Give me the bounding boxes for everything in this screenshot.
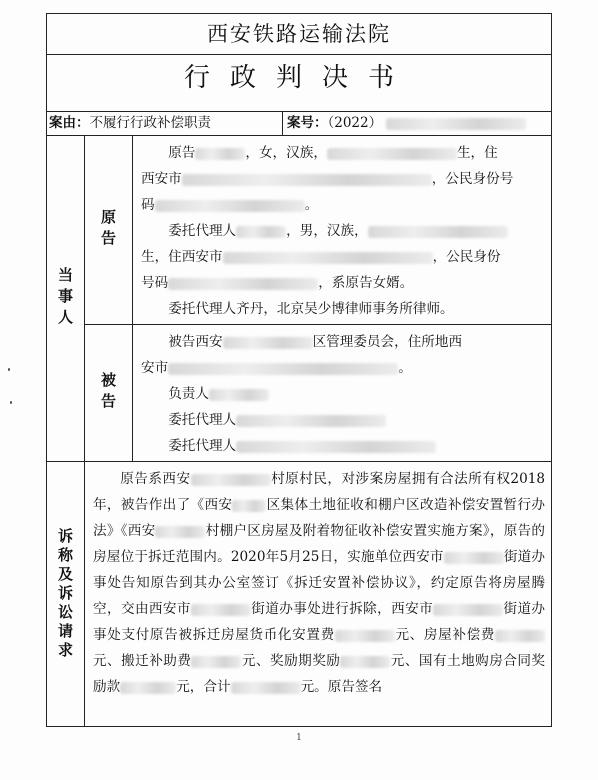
text: 码 [141, 197, 155, 213]
parties-label-cell [47, 136, 85, 462]
redacted [195, 148, 245, 160]
text: 被告西安 [168, 334, 223, 350]
redacted [168, 278, 318, 290]
redacted [223, 337, 313, 349]
text: 委托代理人 [168, 412, 237, 428]
plaintiff-label-cell [85, 136, 133, 325]
redacted [335, 630, 395, 642]
redacted [209, 389, 269, 401]
redacted [340, 656, 390, 668]
document-title: 行政判决书 [184, 63, 415, 93]
plaintiff-attorney: 委托代理人齐丹，北京吴少博律师事务所律师。 [168, 301, 454, 317]
scan-speck [10, 401, 12, 404]
text: 。 [398, 360, 412, 376]
claims-label: 诉称及诉讼请求 [56, 527, 74, 661]
claims-label-cell [47, 462, 85, 727]
court-name: 西安铁路运输法院 [207, 22, 391, 46]
case-number-label: 案号： [287, 115, 328, 131]
judgment-table [46, 13, 552, 727]
text: 西安市 [141, 171, 182, 187]
defendant-info [133, 325, 552, 462]
redacted [182, 174, 432, 186]
scan-speck [8, 368, 10, 371]
redacted [232, 500, 266, 512]
text: 元、奖励期奖励 [241, 653, 341, 669]
redacted [191, 604, 251, 616]
redacted [236, 441, 436, 453]
redacted [495, 630, 545, 642]
text: ，系原告女婿。 [318, 275, 414, 291]
text: ，男，汉族， [286, 223, 368, 239]
text: 区管理委员会，住所地西 [312, 334, 463, 350]
text: ，女，汉族， [245, 145, 327, 161]
text: 元。原告签名 [300, 679, 383, 695]
redacted [223, 252, 433, 264]
text: 村原村民，对涉案房屋拥有合法所有权2018年，被告作出了《西安 [93, 471, 546, 513]
page-number: 1 [296, 733, 302, 743]
text: ，公民身份号 [431, 171, 514, 187]
redacted [191, 656, 241, 668]
plaintiff-info [133, 136, 552, 325]
claims-text [85, 462, 552, 727]
text: 元、国有土地购房合同奖励款 [93, 653, 546, 695]
redacted [236, 415, 386, 427]
text: 委托代理人 [168, 223, 237, 239]
text: 原告系西安 [120, 471, 191, 487]
case-cause-value: 不履行行政补偿职责 [89, 115, 211, 131]
redacted [231, 682, 301, 694]
text: 号码 [141, 275, 169, 291]
redacted [191, 474, 271, 486]
text: 。 [304, 197, 319, 213]
case-cause-label: 案由： [49, 115, 90, 131]
text: 元、搬迁补助费 [93, 653, 192, 669]
text: 街道办事处支付原告被拆迁房屋货币化安置费 [93, 601, 546, 643]
text: 街道办事处告知原告到其办公室签订《拆迁安置补偿协议》，约定原告将房屋腾空，交由西安市 [93, 549, 546, 617]
redacted [120, 682, 176, 694]
redacted [327, 148, 457, 160]
text: 原告 [168, 145, 196, 161]
redacted [444, 552, 504, 564]
redacted [155, 526, 205, 538]
plaintiff-label: 原告 [99, 209, 117, 251]
case-number-value: （2022） [327, 115, 383, 131]
text: 委托代理人 [168, 438, 237, 454]
redacted [168, 363, 398, 375]
text: 区集体土地征收和棚户区改造补偿安置暂行办法》《西安 [93, 497, 546, 539]
defendant-label: 被告 [99, 372, 117, 414]
defendant-label-cell [85, 325, 133, 462]
text: 生，住 [456, 145, 498, 161]
text: 生，住西安市 [141, 249, 223, 265]
header-cell [47, 14, 552, 112]
redacted [433, 604, 503, 616]
text: 村棚户区房屋及附着物征收补偿安置实施方案》，原告的房屋位于拆迁范围内。2020年5月25日，实施单位西安市 [93, 523, 546, 565]
text: 负责人 [168, 386, 209, 402]
text: 元，合计 [176, 679, 231, 695]
redacted [155, 200, 305, 212]
redacted [236, 226, 286, 238]
text: ，公民身份 [432, 249, 501, 265]
text: 街道办事处进行拆除，西安市 [250, 601, 434, 617]
case-cause [47, 112, 283, 136]
text: 安市 [141, 360, 169, 376]
redacted [368, 226, 508, 238]
redacted-case-number [386, 118, 526, 130]
text: 元、房屋补偿费 [394, 627, 496, 643]
case-number [283, 112, 552, 136]
parties-label: 当事人 [56, 267, 74, 330]
